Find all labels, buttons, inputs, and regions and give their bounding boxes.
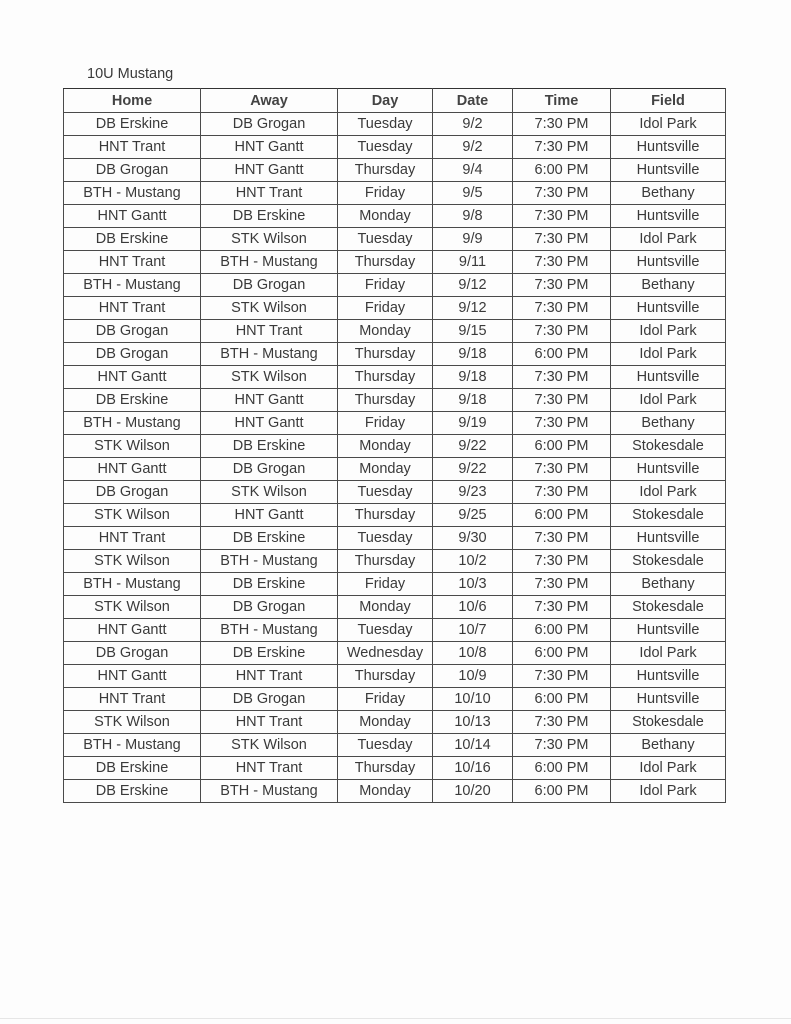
time-cell: 7:30 PM — [513, 573, 611, 596]
day-cell: Thursday — [338, 550, 433, 573]
field-cell: Huntsville — [611, 366, 726, 389]
day-cell: Thursday — [338, 343, 433, 366]
date-cell: 9/5 — [433, 182, 513, 205]
home-team-cell: DB Grogan — [64, 642, 201, 665]
column-header-date: Date — [433, 89, 513, 113]
day-cell: Thursday — [338, 757, 433, 780]
table-row — [64, 780, 726, 803]
time-cell: 7:30 PM — [513, 389, 611, 412]
date-cell: 9/2 — [433, 136, 513, 159]
away-team-cell: DB Grogan — [201, 274, 338, 297]
day-cell: Monday — [338, 320, 433, 343]
date-cell: 9/22 — [433, 435, 513, 458]
table-row — [64, 343, 726, 366]
day-cell: Friday — [338, 688, 433, 711]
table-row — [64, 481, 726, 504]
time-cell: 6:00 PM — [513, 435, 611, 458]
field-cell: Stokesdale — [611, 435, 726, 458]
away-team-cell: DB Erskine — [201, 527, 338, 550]
table-row — [64, 642, 726, 665]
away-team-cell: BTH - Mustang — [201, 550, 338, 573]
home-team-cell: STK Wilson — [64, 550, 201, 573]
date-cell: 10/14 — [433, 734, 513, 757]
home-team-cell: DB Erskine — [64, 113, 201, 136]
home-team-cell: BTH - Mustang — [64, 573, 201, 596]
field-cell: Idol Park — [611, 757, 726, 780]
date-cell: 9/12 — [433, 297, 513, 320]
day-cell: Tuesday — [338, 228, 433, 251]
home-team-cell: HNT Gantt — [64, 665, 201, 688]
time-cell: 7:30 PM — [513, 596, 611, 619]
table-row — [64, 205, 726, 228]
day-cell: Thursday — [338, 504, 433, 527]
date-cell: 10/8 — [433, 642, 513, 665]
home-team-cell: BTH - Mustang — [64, 734, 201, 757]
day-cell: Thursday — [338, 665, 433, 688]
home-team-cell: HNT Trant — [64, 527, 201, 550]
date-cell: 9/18 — [433, 366, 513, 389]
time-cell: 6:00 PM — [513, 619, 611, 642]
date-cell: 9/22 — [433, 458, 513, 481]
table-row — [64, 435, 726, 458]
field-cell: Stokesdale — [611, 504, 726, 527]
away-team-cell: DB Erskine — [201, 642, 338, 665]
away-team-cell: DB Erskine — [201, 205, 338, 228]
home-team-cell: HNT Trant — [64, 251, 201, 274]
home-team-cell: HNT Gantt — [64, 619, 201, 642]
away-team-cell: HNT Trant — [201, 711, 338, 734]
field-cell: Huntsville — [611, 665, 726, 688]
home-team-cell: HNT Trant — [64, 688, 201, 711]
time-cell: 7:30 PM — [513, 711, 611, 734]
field-cell: Stokesdale — [611, 550, 726, 573]
field-cell: Huntsville — [611, 458, 726, 481]
date-cell: 9/18 — [433, 343, 513, 366]
sheet-title: 10U Mustang — [87, 66, 174, 82]
time-cell: 7:30 PM — [513, 366, 611, 389]
date-cell: 9/30 — [433, 527, 513, 550]
away-team-cell: DB Grogan — [201, 596, 338, 619]
away-team-cell: DB Erskine — [201, 435, 338, 458]
home-team-cell: HNT Trant — [64, 297, 201, 320]
day-cell: Friday — [338, 412, 433, 435]
home-team-cell: STK Wilson — [64, 504, 201, 527]
date-cell: 9/8 — [433, 205, 513, 228]
field-cell: Idol Park — [611, 642, 726, 665]
away-team-cell: STK Wilson — [201, 228, 338, 251]
table-row — [64, 550, 726, 573]
away-team-cell: HNT Gantt — [201, 504, 338, 527]
home-team-cell: HNT Trant — [64, 136, 201, 159]
table-row — [64, 320, 726, 343]
field-cell: Huntsville — [611, 688, 726, 711]
time-cell: 6:00 PM — [513, 757, 611, 780]
column-header-home: Home — [64, 89, 201, 113]
away-team-cell: STK Wilson — [201, 297, 338, 320]
home-team-cell: HNT Gantt — [64, 366, 201, 389]
time-cell: 7:30 PM — [513, 665, 611, 688]
time-cell: 7:30 PM — [513, 320, 611, 343]
home-team-cell: BTH - Mustang — [64, 274, 201, 297]
day-cell: Monday — [338, 458, 433, 481]
away-team-cell: STK Wilson — [201, 481, 338, 504]
away-team-cell: DB Grogan — [201, 688, 338, 711]
table-row — [64, 504, 726, 527]
field-cell: Idol Park — [611, 343, 726, 366]
day-cell: Friday — [338, 297, 433, 320]
day-cell: Monday — [338, 205, 433, 228]
away-team-cell: HNT Trant — [201, 665, 338, 688]
date-cell: 10/10 — [433, 688, 513, 711]
day-cell: Monday — [338, 711, 433, 734]
date-cell: 10/7 — [433, 619, 513, 642]
day-cell: Tuesday — [338, 734, 433, 757]
away-team-cell: HNT Gantt — [201, 389, 338, 412]
field-cell: Idol Park — [611, 389, 726, 412]
away-team-cell: HNT Gantt — [201, 136, 338, 159]
field-cell: Huntsville — [611, 205, 726, 228]
away-team-cell: HNT Gantt — [201, 412, 338, 435]
page-edge-divider — [0, 1018, 791, 1019]
day-cell: Tuesday — [338, 136, 433, 159]
column-header-time: Time — [513, 89, 611, 113]
time-cell: 7:30 PM — [513, 136, 611, 159]
time-cell: 6:00 PM — [513, 343, 611, 366]
away-team-cell: DB Erskine — [201, 573, 338, 596]
date-cell: 10/16 — [433, 757, 513, 780]
time-cell: 6:00 PM — [513, 504, 611, 527]
field-cell: Bethany — [611, 182, 726, 205]
day-cell: Thursday — [338, 366, 433, 389]
away-team-cell: BTH - Mustang — [201, 343, 338, 366]
time-cell: 7:30 PM — [513, 228, 611, 251]
table-row — [64, 665, 726, 688]
table-row — [64, 389, 726, 412]
away-team-cell: HNT Trant — [201, 320, 338, 343]
day-cell: Monday — [338, 435, 433, 458]
time-cell: 6:00 PM — [513, 688, 611, 711]
home-team-cell: STK Wilson — [64, 596, 201, 619]
home-team-cell: STK Wilson — [64, 711, 201, 734]
schedule-table — [63, 88, 726, 803]
schedule-body — [64, 113, 726, 803]
table-row — [64, 412, 726, 435]
home-team-cell: BTH - Mustang — [64, 182, 201, 205]
day-cell: Wednesday — [338, 642, 433, 665]
away-team-cell: HNT Gantt — [201, 159, 338, 182]
table-row — [64, 688, 726, 711]
away-team-cell: DB Grogan — [201, 458, 338, 481]
date-cell: 10/6 — [433, 596, 513, 619]
field-cell: Bethany — [611, 573, 726, 596]
away-team-cell: BTH - Mustang — [201, 619, 338, 642]
table-row — [64, 274, 726, 297]
date-cell: 9/9 — [433, 228, 513, 251]
date-cell: 10/9 — [433, 665, 513, 688]
time-cell: 7:30 PM — [513, 527, 611, 550]
field-cell: Stokesdale — [611, 711, 726, 734]
home-team-cell: DB Erskine — [64, 228, 201, 251]
away-team-cell: DB Grogan — [201, 113, 338, 136]
away-team-cell: HNT Trant — [201, 757, 338, 780]
field-cell: Huntsville — [611, 527, 726, 550]
away-team-cell: HNT Trant — [201, 182, 338, 205]
home-team-cell: DB Erskine — [64, 757, 201, 780]
table-row — [64, 757, 726, 780]
field-cell: Stokesdale — [611, 596, 726, 619]
field-cell: Huntsville — [611, 159, 726, 182]
time-cell: 7:30 PM — [513, 481, 611, 504]
home-team-cell: DB Grogan — [64, 343, 201, 366]
home-team-cell: DB Grogan — [64, 481, 201, 504]
date-cell: 9/19 — [433, 412, 513, 435]
table-row — [64, 251, 726, 274]
time-cell: 7:30 PM — [513, 113, 611, 136]
time-cell: 7:30 PM — [513, 182, 611, 205]
away-team-cell: BTH - Mustang — [201, 780, 338, 803]
time-cell: 6:00 PM — [513, 159, 611, 182]
date-cell: 10/3 — [433, 573, 513, 596]
home-team-cell: HNT Gantt — [64, 458, 201, 481]
field-cell: Huntsville — [611, 136, 726, 159]
home-team-cell: DB Grogan — [64, 159, 201, 182]
date-cell: 9/2 — [433, 113, 513, 136]
time-cell: 6:00 PM — [513, 642, 611, 665]
field-cell: Idol Park — [611, 320, 726, 343]
date-cell: 9/15 — [433, 320, 513, 343]
table-row — [64, 596, 726, 619]
date-cell: 10/13 — [433, 711, 513, 734]
day-cell: Monday — [338, 596, 433, 619]
home-team-cell: BTH - Mustang — [64, 412, 201, 435]
table-row — [64, 734, 726, 757]
field-cell: Huntsville — [611, 619, 726, 642]
column-header-away: Away — [201, 89, 338, 113]
day-cell: Tuesday — [338, 113, 433, 136]
date-cell: 10/2 — [433, 550, 513, 573]
field-cell: Idol Park — [611, 113, 726, 136]
time-cell: 7:30 PM — [513, 458, 611, 481]
time-cell: 7:30 PM — [513, 550, 611, 573]
field-cell: Bethany — [611, 734, 726, 757]
date-cell: 9/25 — [433, 504, 513, 527]
table-row — [64, 458, 726, 481]
day-cell: Thursday — [338, 159, 433, 182]
field-cell: Huntsville — [611, 251, 726, 274]
home-team-cell: DB Erskine — [64, 780, 201, 803]
header-row — [64, 89, 726, 113]
field-cell: Idol Park — [611, 780, 726, 803]
field-cell: Idol Park — [611, 481, 726, 504]
time-cell: 6:00 PM — [513, 780, 611, 803]
date-cell: 9/11 — [433, 251, 513, 274]
day-cell: Friday — [338, 274, 433, 297]
field-cell: Huntsville — [611, 297, 726, 320]
home-team-cell: STK Wilson — [64, 435, 201, 458]
time-cell: 7:30 PM — [513, 412, 611, 435]
day-cell: Tuesday — [338, 619, 433, 642]
column-header-field: Field — [611, 89, 726, 113]
time-cell: 7:30 PM — [513, 205, 611, 228]
day-cell: Tuesday — [338, 527, 433, 550]
home-team-cell: DB Grogan — [64, 320, 201, 343]
table-row — [64, 711, 726, 734]
date-cell: 9/23 — [433, 481, 513, 504]
field-cell: Bethany — [611, 274, 726, 297]
away-team-cell: BTH - Mustang — [201, 251, 338, 274]
away-team-cell: STK Wilson — [201, 366, 338, 389]
table-row — [64, 136, 726, 159]
table-row — [64, 619, 726, 642]
time-cell: 7:30 PM — [513, 274, 611, 297]
date-cell: 9/12 — [433, 274, 513, 297]
table-row — [64, 182, 726, 205]
away-team-cell: STK Wilson — [201, 734, 338, 757]
home-team-cell: HNT Gantt — [64, 205, 201, 228]
table-row — [64, 366, 726, 389]
day-cell: Monday — [338, 780, 433, 803]
time-cell: 7:30 PM — [513, 297, 611, 320]
column-header-day: Day — [338, 89, 433, 113]
table-row — [64, 527, 726, 550]
field-cell: Bethany — [611, 412, 726, 435]
day-cell: Thursday — [338, 389, 433, 412]
day-cell: Friday — [338, 573, 433, 596]
table-row — [64, 159, 726, 182]
date-cell: 9/18 — [433, 389, 513, 412]
date-cell: 9/4 — [433, 159, 513, 182]
date-cell: 10/20 — [433, 780, 513, 803]
table-row — [64, 573, 726, 596]
home-team-cell: DB Erskine — [64, 389, 201, 412]
table-row — [64, 228, 726, 251]
day-cell: Thursday — [338, 251, 433, 274]
field-cell: Idol Park — [611, 228, 726, 251]
day-cell: Tuesday — [338, 481, 433, 504]
table-row — [64, 297, 726, 320]
table-row — [64, 113, 726, 136]
time-cell: 7:30 PM — [513, 734, 611, 757]
time-cell: 7:30 PM — [513, 251, 611, 274]
day-cell: Friday — [338, 182, 433, 205]
